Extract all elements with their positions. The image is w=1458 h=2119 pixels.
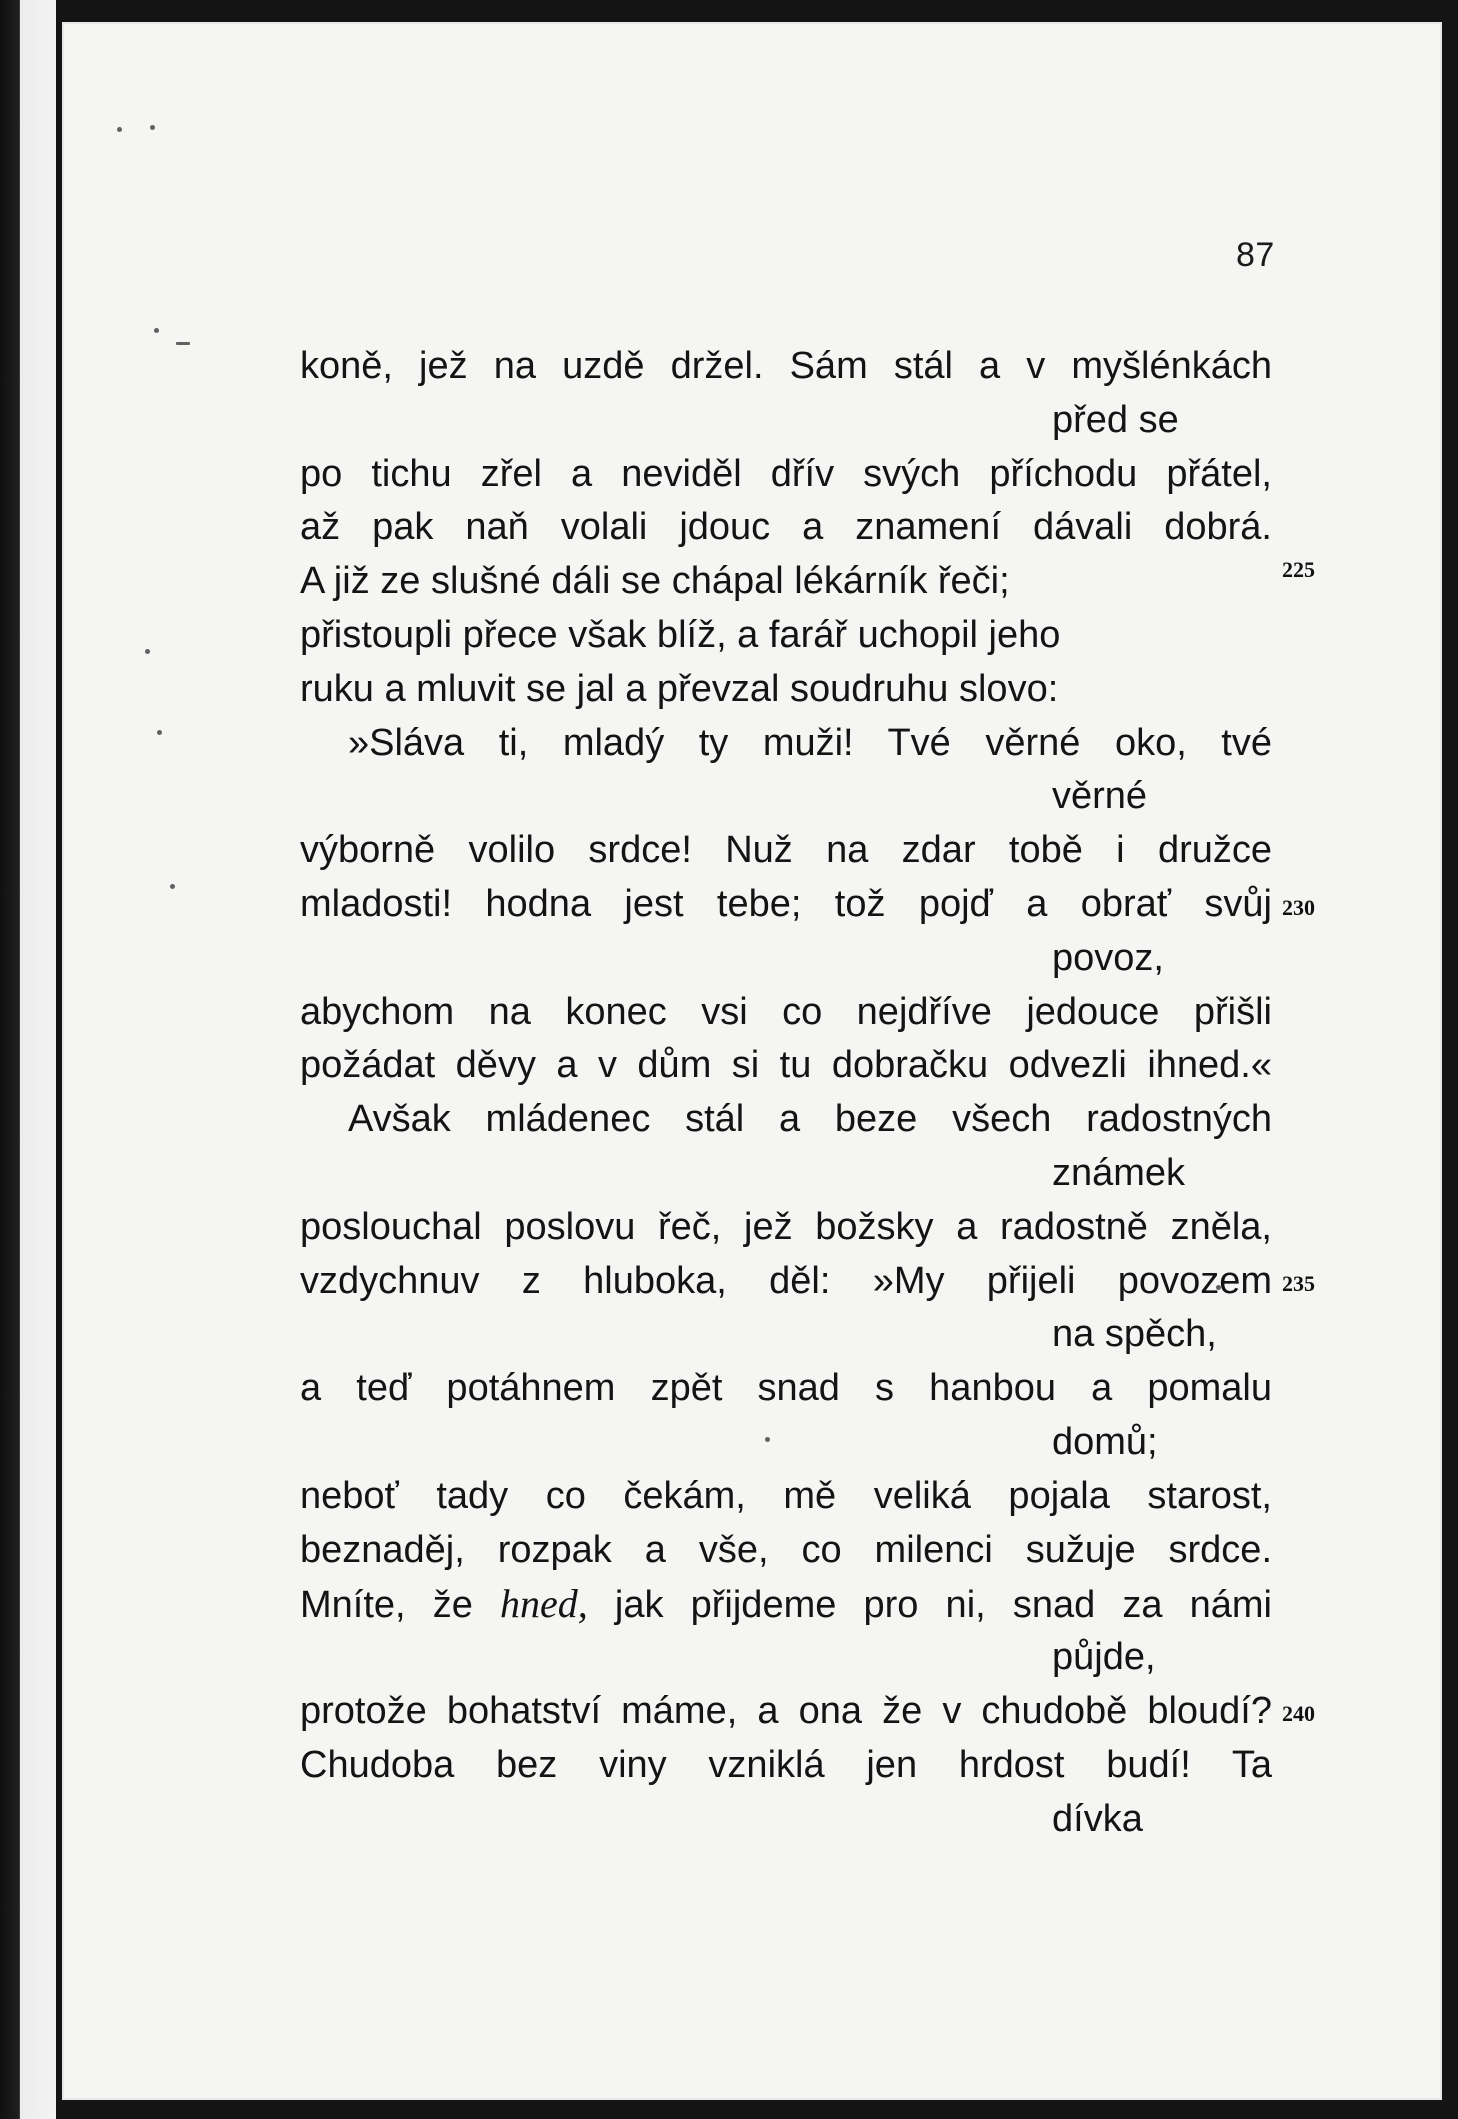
text-line: vzdychnuv z hluboka, děl: »My přijeli povozem [300, 1259, 1272, 1302]
text-line: neboť tady co čekám, mě veliká pojala starost, [300, 1474, 1272, 1517]
text-line: koně, jež na uzdě držel. Sám stál a v myšlénkách [300, 345, 1272, 387]
text-line: výborně volilo srdce! Nuž na zdar tobě i družce [300, 829, 1272, 872]
text-line: »Sláva ti, mladý ty muži! Tvé věrné oko, tvé [348, 721, 1272, 764]
text-line: věrné [1052, 775, 1148, 818]
text-line: Avšak mládenec stál a beze všech radostných [348, 1098, 1272, 1141]
verse-text [300, 340, 1280, 1846]
text-line: známek [1052, 1151, 1186, 1194]
text-line: půjde, [1052, 1636, 1156, 1679]
page-speck [157, 730, 162, 735]
text-line: po tichu zřel a neviděl dřív svých příchodu přátel, [300, 452, 1272, 495]
text-line: před se [1052, 398, 1179, 441]
text-line: beznaděj, rozpak a vše, co milenci sužuje srdce. [300, 1528, 1272, 1571]
text-line: a teď potáhnem zpět snad s hanbou a pomalu [300, 1367, 1272, 1410]
text-line: povoz, [1052, 936, 1164, 979]
text-line: Chudoba bez viny vzniklá jen hrdost budí! Ta [300, 1743, 1272, 1786]
text-line: A již ze slušné dáli se chápal lékárník řeči; [300, 560, 1010, 603]
verse-number: 235 [1282, 1271, 1315, 1296]
book-left-edge [0, 0, 56, 2119]
book-page [62, 22, 1442, 2100]
text-line: přistoupli přece však blíž, a farář uchopil jeho [300, 613, 1061, 656]
emphasis-word: hned, [500, 1581, 588, 1627]
page-speck [176, 342, 190, 345]
page-speck [154, 328, 159, 333]
line-rest: jak přijdeme pro ni, snad za námi [614, 1584, 1272, 1627]
text-line: protože bohatství máme, a ona že v chudobě bloudí? [300, 1689, 1272, 1732]
text-line: poslouchal poslovu řeč, jež božsky a radostně zněla, [300, 1205, 1272, 1248]
text-line: abychom na konec vsi co nejdříve jedouce přišli [300, 990, 1272, 1033]
text-line: dívka [1052, 1797, 1143, 1840]
text-line [300, 1577, 1272, 1631]
text-line: požádat děvy a v dům si tu dobračku odvezli ihned.« [300, 1044, 1272, 1087]
verse-number: 225 [1282, 557, 1315, 582]
text-line: ruku a mluvit se jal a převzal soudruhu slovo: [300, 667, 1059, 710]
verse-number: 240 [1282, 1701, 1315, 1726]
page-speck [117, 127, 122, 132]
text-line: na spěch, [1052, 1313, 1217, 1356]
verse-number: 230 [1282, 895, 1315, 920]
page-speck [150, 125, 155, 130]
text-line: domů; [1052, 1420, 1158, 1463]
page-speck [170, 884, 175, 889]
text-line: až pak naň volali jdouc a znamení dávali dobrá. [300, 506, 1272, 549]
text-line: mladosti! hodna jest tebe; tož pojď a obrať svůj [300, 882, 1272, 925]
line-start: Mníte, že [300, 1584, 473, 1627]
page-speck [145, 649, 150, 654]
page-number: 87 [1236, 236, 1275, 274]
